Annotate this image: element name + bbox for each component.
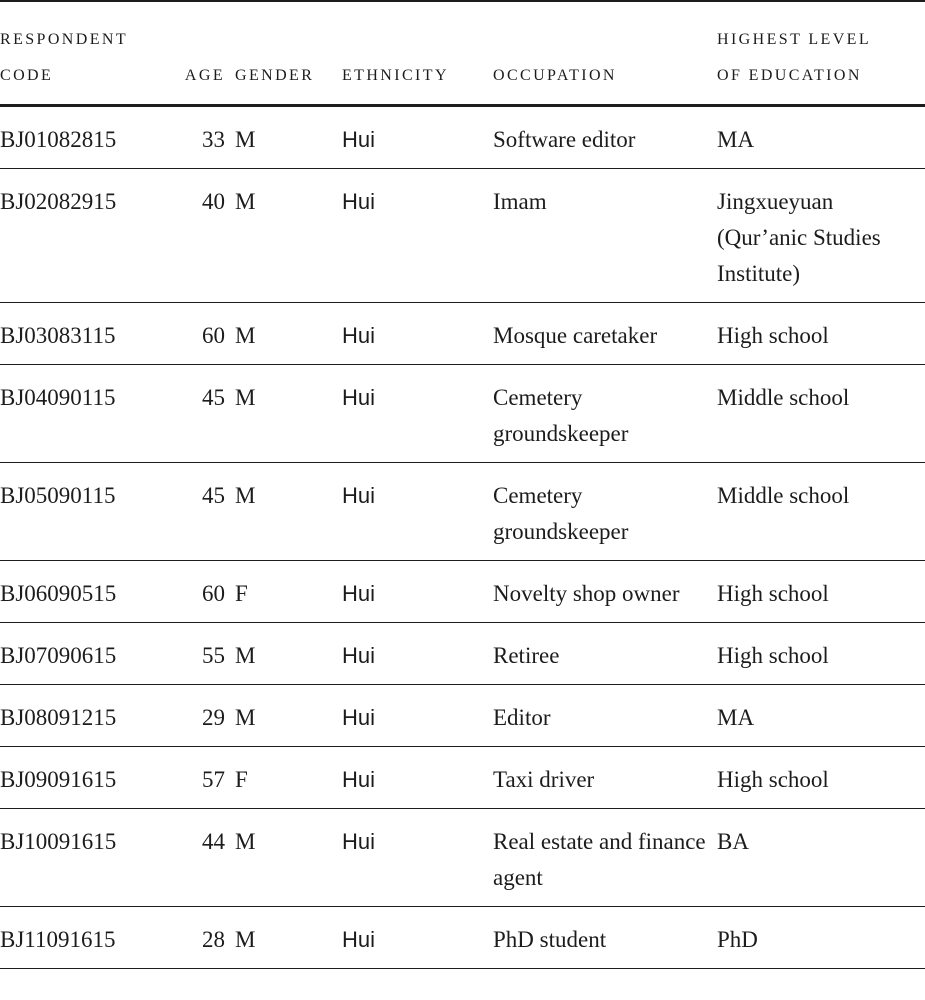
table-row [0,809,925,907]
cell-education: High school [717,581,829,606]
cell-age: 60 [202,323,225,348]
cell-gender: M [235,829,256,854]
header-ethnicity: ETHNICITY [342,67,449,84]
header-gender: GENDER [235,67,315,84]
cell-code: BJ09091615 [0,767,117,792]
cell-ethnicity: Hui [342,385,376,410]
cell-age: 44 [202,829,225,854]
header-education-line2: OF EDUCATION [717,67,862,84]
cell-code: BJ08091215 [0,705,117,730]
cell-code: BJ05090115 [0,483,116,508]
table-row [0,685,925,747]
table-row [0,106,925,169]
cell-code: BJ11091615 [0,927,116,952]
cell-gender: M [235,127,256,152]
cell-education: High school [717,323,829,348]
cell-education: MA [717,127,755,152]
cell-age: 33 [202,127,225,152]
header-respondent-code [0,1,178,106]
table-row [0,169,925,303]
cell-occupation: Real estate and finance agent [493,829,706,890]
cell-occupation: Software editor [493,127,636,152]
cell-age: 45 [202,483,225,508]
cell-age: 60 [202,581,225,606]
cell-ethnicity: Hui [342,483,376,508]
cell-occupation: Imam [493,189,547,214]
cell-ethnicity: Hui [342,189,376,214]
cell-education: High school [717,643,829,668]
table-header [0,1,925,106]
cell-occupation: PhD student [493,927,607,952]
cell-ethnicity: Hui [342,705,376,730]
cell-code: BJ04090115 [0,385,116,410]
table-row [0,623,925,685]
cell-occupation: Novelty shop owner [493,581,680,606]
header-row [0,1,925,106]
cell-ethnicity: Hui [342,323,376,348]
cell-gender: F [235,767,248,792]
table-row [0,907,925,969]
header-age: AGE [184,67,225,84]
cell-gender: M [235,323,256,348]
header-education [717,1,925,106]
cell-gender: M [235,385,256,410]
cell-gender: M [235,643,256,668]
cell-education: High school [717,767,829,792]
cell-occupation: Editor [493,705,551,730]
cell-occupation: Cemetery groundskeeper [493,483,629,544]
cell-gender: F [235,581,248,606]
cell-occupation: Cemetery groundskeeper [493,385,629,446]
cell-code: BJ01082815 [0,127,117,152]
cell-code: BJ10091615 [0,829,117,854]
cell-education: PhD [717,927,758,952]
table-row [0,747,925,809]
table-row [0,561,925,623]
table-body [0,106,925,969]
cell-ethnicity: Hui [342,127,376,152]
cell-code: BJ06090515 [0,581,117,606]
table-row [0,463,925,561]
cell-code: BJ03083115 [0,323,116,348]
cell-age: 45 [202,385,225,410]
cell-code: BJ07090615 [0,643,117,668]
cell-occupation: Mosque caretaker [493,323,658,348]
cell-age: 28 [202,927,225,952]
cell-ethnicity: Hui [342,581,376,606]
table-row [0,365,925,463]
cell-occupation: Taxi driver [493,767,595,792]
cell-ethnicity: Hui [342,927,376,952]
table-row [0,303,925,365]
cell-age: 57 [202,767,225,792]
header-code-line1: RESPONDENT [0,31,129,48]
cell-gender: M [235,927,256,952]
cell-age: 40 [202,189,225,214]
cell-education: BA [717,829,749,854]
cell-gender: M [235,705,256,730]
cell-education: Jingxueyuan (Qur’anic Studies Institute) [717,189,881,286]
cell-gender: M [235,189,256,214]
cell-code: BJ02082915 [0,189,117,214]
cell-education: Middle school [717,483,850,508]
cell-education: MA [717,705,755,730]
cell-gender: M [235,483,256,508]
cell-age: 29 [202,705,225,730]
header-occupation: OCCUPATION [493,67,617,84]
cell-ethnicity: Hui [342,767,376,792]
cell-occupation: Retiree [493,643,560,668]
cell-ethnicity: Hui [342,643,376,668]
cell-education: Middle school [717,385,850,410]
header-education-line1: HIGHEST LEVEL [717,31,871,48]
header-code-line2: CODE [0,67,54,84]
cell-ethnicity: Hui [342,829,376,854]
cell-age: 55 [202,643,225,668]
